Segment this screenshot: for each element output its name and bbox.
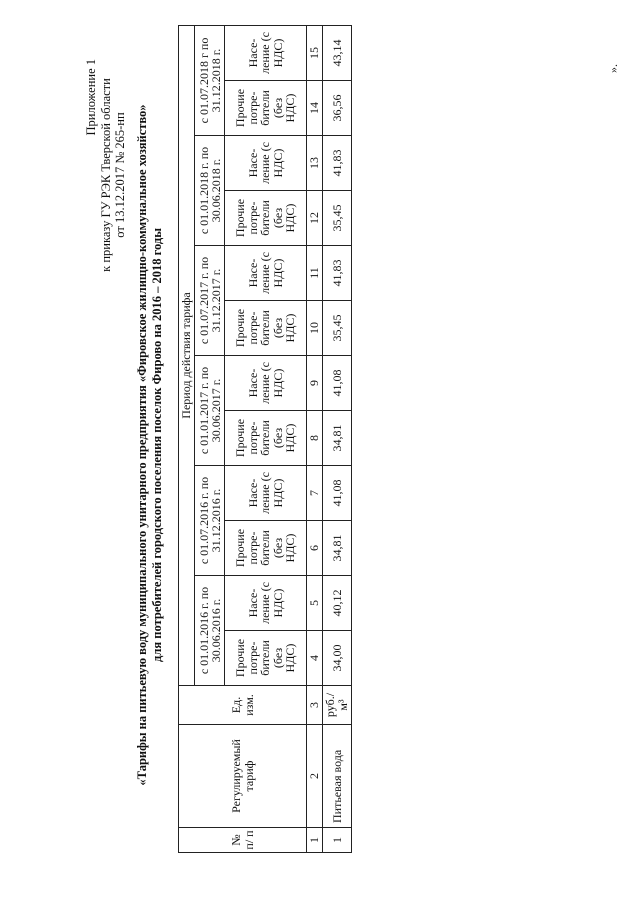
consumer-other-header: Прочие потре- бители (без НДС) — [225, 521, 307, 576]
tariff-value: 40,12 — [323, 576, 352, 631]
tariff-value: 35,45 — [323, 191, 352, 246]
tariff-value: 41,83 — [323, 136, 352, 191]
header-unit: Ед. изм. — [179, 686, 307, 725]
column-number: 11 — [307, 246, 323, 301]
appendix-line-3: от 13.12.2017 № 265-нп — [113, 112, 127, 238]
appendix-line-2: к приказу ГУ РЭК Тверской области — [98, 78, 113, 272]
tariff-value: 41,83 — [323, 246, 352, 301]
row-num: 1 — [323, 828, 352, 853]
column-number: 10 — [307, 301, 323, 356]
column-numbers-row — [307, 25, 323, 852]
consumer-population-header: Насе- ление (с НДС) — [225, 576, 307, 631]
consumer-population-header: Насе- ление (с НДС) — [225, 356, 307, 411]
closing-mark: ». — [606, 64, 620, 73]
column-number: 12 — [307, 191, 323, 246]
tariff-value: 43,14 — [323, 25, 352, 80]
consumer-population-header: Насе- ление (с НДС) — [225, 25, 307, 80]
period-header: с 01.01.2018 г. по 30.06.2018 г. — [195, 136, 225, 246]
column-number: 4 — [307, 631, 323, 686]
column-number: 1 — [307, 828, 323, 853]
tariff-value: 36,56 — [323, 81, 352, 136]
row-name: Питьевая вода — [323, 725, 352, 828]
column-number: 14 — [307, 81, 323, 136]
period-header: с 01.01.2016 г. по 30.06.2016 г. — [195, 576, 225, 686]
column-number: 5 — [307, 576, 323, 631]
title-line-1: «Тарифы на питьевую воду муниципального унитарного предприятия «Фировское жилищно-коммунальное хозяйство» — [135, 104, 149, 786]
period-header: с 01.07.2018 г по 31.12.2018 г. — [195, 25, 225, 135]
document-title — [135, 45, 165, 845]
appendix-block — [84, 45, 128, 305]
row-unit: руб./м³ — [323, 686, 352, 725]
column-number: 9 — [307, 356, 323, 411]
period-header: с 01.07.2016 г. по 31.12.2016 г. — [195, 466, 225, 576]
header-row-period — [179, 25, 195, 852]
tariff-value: 34,81 — [323, 521, 352, 576]
column-number: 7 — [307, 466, 323, 521]
period-header: с 01.01.2017 г. по 30.06.2017 г. — [195, 356, 225, 466]
consumer-other-header: Прочие потре- бители (без НДС) — [225, 81, 307, 136]
title-line-2: для потребителей городского поселения поселок Фирово на 2016 – 2018 годы — [150, 228, 164, 662]
column-number: 2 — [307, 725, 323, 828]
tariff-value: 41,08 — [323, 356, 352, 411]
tariff-value: 34,00 — [323, 631, 352, 686]
period-header: с 01.07.2017 г. по 31.12.2017 г. — [195, 246, 225, 356]
column-number: 13 — [307, 136, 323, 191]
column-number: 15 — [307, 25, 323, 80]
column-number: 8 — [307, 411, 323, 466]
appendix-line-1: Приложение 1 — [84, 59, 98, 136]
table-row — [323, 25, 352, 852]
column-number: 3 — [307, 686, 323, 725]
consumer-population-header: Насе- ление (с НДС) — [225, 466, 307, 521]
consumer-population-header: Насе- ление (с НДС) — [225, 246, 307, 301]
consumer-other-header: Прочие потре- бители (без НДС) — [225, 631, 307, 686]
header-num: № п/ п — [179, 828, 307, 853]
consumer-population-header: Насе- ление (с НДС) — [225, 136, 307, 191]
tariff-value: 41,08 — [323, 466, 352, 521]
consumer-other-header: Прочие потре- бители (без НДС) — [225, 411, 307, 466]
tariff-value: 34,81 — [323, 411, 352, 466]
header-period: Период действия тарифа — [179, 25, 195, 685]
tariff-table — [178, 25, 352, 853]
header-tariff: Регулируемый тариф — [179, 725, 307, 828]
consumer-other-header: Прочие потре- бители (без НДС) — [225, 191, 307, 246]
column-number: 6 — [307, 521, 323, 576]
tariff-value: 35,45 — [323, 301, 352, 356]
consumer-other-header: Прочие потре- бители (без НДС) — [225, 301, 307, 356]
